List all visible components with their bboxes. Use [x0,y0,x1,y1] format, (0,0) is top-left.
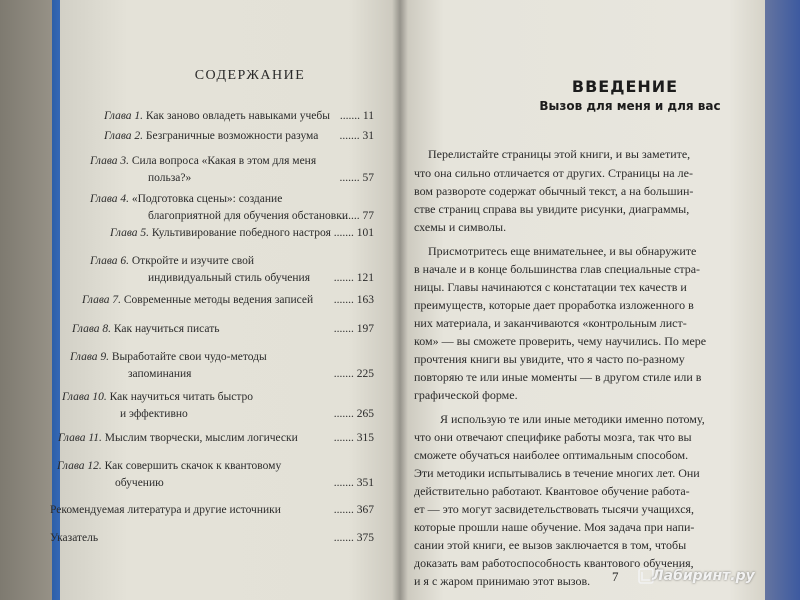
intro-text-line: ком» — вы сможете проверить, чему научились. По мере [414,334,707,348]
toc-entry [90,191,374,225]
intro-text-line: схемы и символы. [414,220,507,234]
intro-text-line: сможете обучаться наиболее оптимальным способом. [414,448,689,462]
toc-entry [50,530,374,547]
toc-chapter-title-cont: польза?» [148,172,192,184]
intro-text-line: в начале и в конце большинства глав специальные стра- [414,262,701,276]
toc-title: СОДЕРЖАНИЕ [194,68,306,83]
toc-page-number: ....... 375 [333,532,374,544]
toc-chapter-title: Откройте и изучите свой [131,255,254,267]
toc-chapter-title: Сила вопроса «Какая в этом для меня [131,155,317,167]
toc-chapter-label: Глава 9. [70,351,112,363]
intro-text-line: действительно работают. Квантовое обучение работа- [414,484,690,498]
intro-text-line: вом развороте содержат обычный текст, а на большин- [414,184,694,198]
toc-chapter-label: Глава 11. [58,432,105,444]
toc-chapter-label: Глава 2. [104,130,146,142]
toc-entry [70,349,374,383]
intro-text-line: них материала, и заканчиваются «контрольным лист- [414,316,687,330]
intro-text-line: Перелистайте страницы этой книги, и вы заметите, [428,147,691,161]
toc-page-number: ....... 101 [333,227,374,239]
toc-chapter-title: Мыслим творчески, мыслим логически [104,432,298,444]
toc-entry [62,389,374,423]
toc-chapter-title: «Подготовка сцены»: создание [131,193,283,205]
book-gutter [392,0,408,600]
toc-page-number: ....... 11 [339,110,374,122]
toc-entry [110,225,374,242]
toc-entry [58,430,374,447]
intro-text-line: Присмотритесь еще внимательнее, и вы обнаружите [428,244,697,258]
toc-entry [90,153,374,187]
toc-chapter-title: Как совершить скачок к квантовому [104,460,282,472]
toc-chapter-title-cont: и эффективно [120,408,188,420]
toc-page-number: ....... 367 [333,504,374,516]
toc-entry [82,292,374,309]
toc-page-number: ....... 225 [333,368,374,380]
toc-entry [104,128,374,145]
toc-chapter-label: Глава 1. [104,110,146,122]
intro-text-line: ницы. Главы начинаются с констатации тех качеств и [414,280,687,294]
toc-chapter-title: Как научиться читать быстро [109,391,254,403]
intro-text-line: преимуществ, которые дает проработка изложенного в [414,298,694,312]
toc-page-number: ....... 77 [339,210,374,222]
toc-chapter-title: Современные методы ведения записей [123,294,314,306]
toc-page-number: ....... 351 [333,477,374,489]
toc-page-number: ....... 315 [333,432,374,444]
page-number: 7 [612,569,619,584]
toc-entry [90,253,374,287]
toc-chapter-title: Как заново овладеть навыками учебы [145,110,330,122]
toc-chapter-title: Как научиться писать [113,323,220,335]
toc-entry [57,458,374,492]
toc-chapter-title: Безграничные возможности разума [145,130,319,142]
toc-page-number: ....... 121 [333,272,374,284]
intro-text-line: повторяю те или иные моменты — в другом стиле или в [414,370,702,384]
intro-text-line: прочтения книги вы увидите, что я часто по-разному [414,352,685,366]
toc-chapter-title-cont: благоприятной для обучения обстановки [148,210,348,222]
intro-text-line: сании этой книги, ее вызов заключается в том, чтобы [414,538,687,552]
toc-chapter-label: Глава 5. [110,227,152,239]
intro-text-line: Эти методики испытывались в течение многих лет. Они [414,466,700,480]
intro-text-line: доказать вам работоспособность квантового обучения, [414,556,694,570]
toc-chapter-title-cont: индивидуальный стиль обучения [148,272,310,284]
toc-page-number: ....... 265 [333,408,374,420]
intro-subtitle: Вызов для меня и для вас [539,99,721,113]
toc-entry [50,502,374,519]
intro-text-line: ет — это могут засвидетельствовать тысячи учащихся, [414,502,695,516]
toc-chapter-title: Выработайте свои чудо-методы [111,351,267,363]
toc-chapter-label: Глава 6. [90,255,132,267]
toc-page-number: ....... 163 [333,294,374,306]
toc-chapter-title: Указатель [50,532,99,544]
intro-text-line: которые прошли наше обучение. Моя задача при напи- [414,520,695,534]
toc-chapter-title-cont: обучению [115,477,164,489]
toc-chapter-title: Рекомендуемая литература и другие источники [50,504,281,516]
intro-text-line: и я с жаром принимаю этот вызов. [414,574,591,588]
toc-page-number: ....... 31 [339,130,374,142]
toc-page-number: ....... 57 [339,172,374,184]
toc-chapter-label: Глава 10. [62,391,110,403]
intro-text-line: графической форме. [414,388,518,402]
intro-title: ВВЕДЕНИЕ [571,77,679,96]
toc-entry [72,321,374,338]
toc-chapter-title-cont: запоминания [128,368,192,380]
book-cover-right [760,0,800,600]
toc-entry [104,108,374,125]
intro-text-line: что она сильно отличается от других. Страницы на ле- [414,166,693,180]
toc-chapter-label: Глава 12. [57,460,105,472]
intro-text-line: что они отвечают специфике работы мозга, так что вы [414,430,692,444]
intro-text-line: стве страниц справа вы увидите рисунки, диаграммы, [414,202,690,216]
toc-chapter-title: Культивирование победного настроя [151,227,331,239]
toc-chapter-label: Глава 8. [72,323,114,335]
toc-chapter-label: Глава 3. [90,155,132,167]
toc-page-number: ....... 197 [333,323,374,335]
intro-text-line: Я использую те или иные методики именно потому, [440,412,705,426]
watermark: Лабиринт.ру [652,568,755,584]
toc-chapter-label: Глава 4. [90,193,132,205]
toc-chapter-label: Глава 7. [82,294,124,306]
